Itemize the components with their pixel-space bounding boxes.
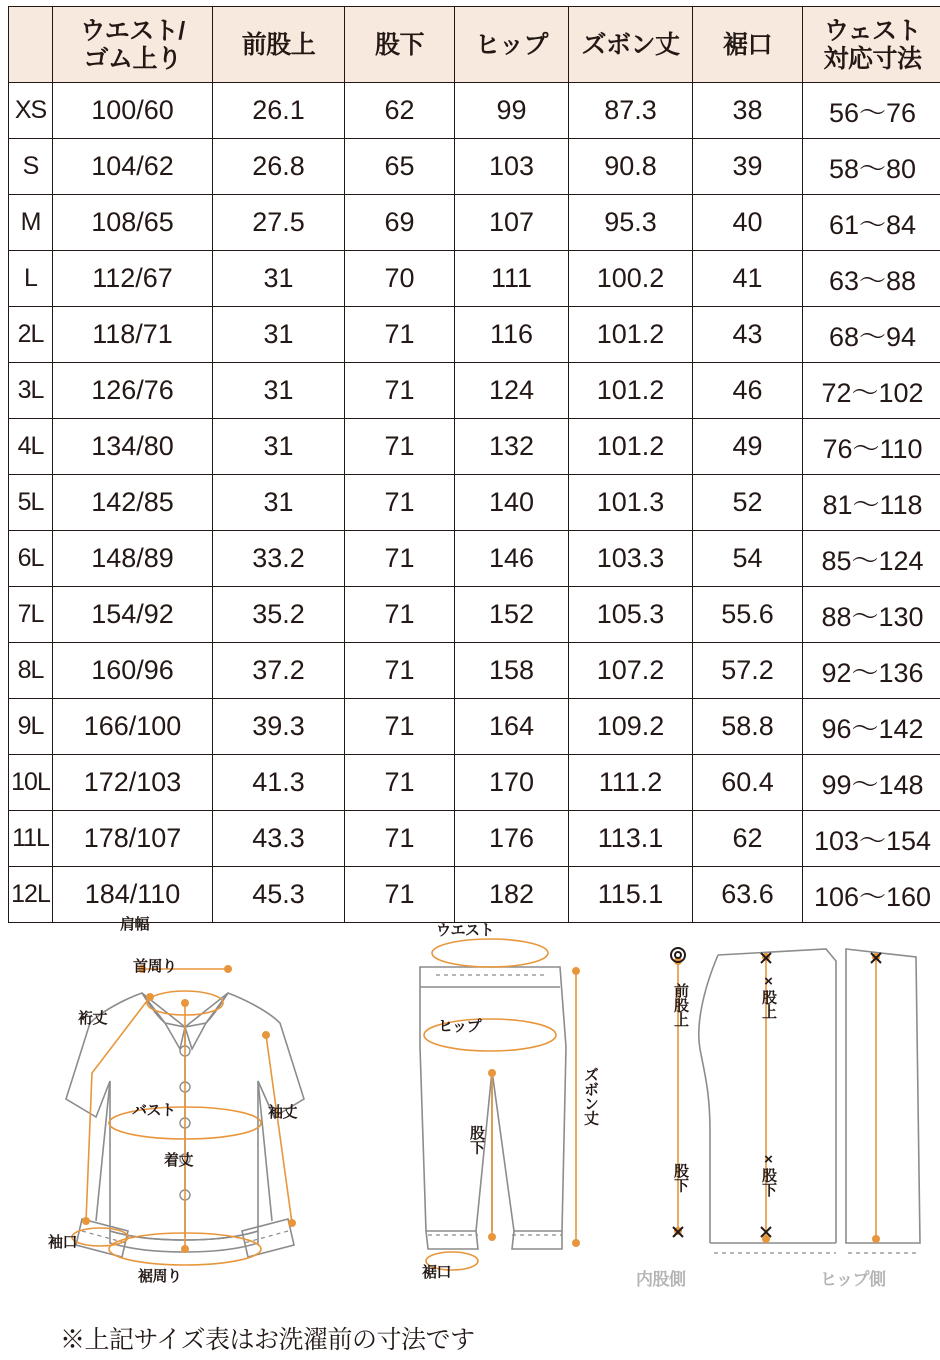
header-size-corner <box>9 7 53 83</box>
cell-hip: 107 <box>455 195 569 251</box>
cell-hem: 46 <box>693 363 803 419</box>
cell-waist-rubber: 112/67 <box>53 251 213 307</box>
cell-front-rise: 31 <box>213 419 345 475</box>
cell-pants-length: 101.2 <box>569 363 693 419</box>
cell-hem: 49 <box>693 419 803 475</box>
cell-hem: 43 <box>693 307 803 363</box>
label-bust: バスト <box>132 1102 176 1119</box>
cell-waist-rubber: 178/107 <box>53 811 213 867</box>
label-pants-inseam: 股下 <box>468 1125 485 1154</box>
cell-hip: 132 <box>455 419 569 475</box>
header-waist-rubber-line2: ゴム上り <box>83 44 182 73</box>
cell-waist-range: 99〜148 <box>803 755 940 811</box>
label-neck: 首周り <box>133 958 177 975</box>
cell-front-rise: 31 <box>213 363 345 419</box>
cell-front-rise: 33.2 <box>213 531 345 587</box>
cell-size: 2L <box>9 307 53 363</box>
figure-jacket <box>30 916 370 1336</box>
label-hip-side: ヒップ側 <box>820 1270 886 1289</box>
cell-hip: 111 <box>455 251 569 307</box>
size-table <box>8 6 940 923</box>
cell-pants-length: 105.3 <box>569 587 693 643</box>
cell-pants-length: 107.2 <box>569 643 693 699</box>
cell-front-rise: 31 <box>213 475 345 531</box>
table-row <box>9 475 940 531</box>
header-hip: ヒップ <box>455 7 569 83</box>
label-shoulder-width: 肩幅 <box>120 916 150 933</box>
washing-note: ※上記サイズ表はお洗濯前の寸法です <box>60 1326 475 1354</box>
cell-size: 7L <box>9 587 53 643</box>
cell-front-rise: 43.3 <box>213 811 345 867</box>
cell-waist-rubber: 166/100 <box>53 699 213 755</box>
cell-inseam: 71 <box>345 867 455 923</box>
cell-pants-length: 113.1 <box>569 811 693 867</box>
cell-waist-range: 103〜154 <box>803 811 940 867</box>
label-body-length: 着丈 <box>164 1152 194 1169</box>
cell-pants-length: 95.3 <box>569 195 693 251</box>
cell-hem: 38 <box>693 83 803 139</box>
cell-front-rise: 39.3 <box>213 699 345 755</box>
cell-hem: 55.6 <box>693 587 803 643</box>
cell-waist-range: 76〜110 <box>803 419 940 475</box>
table-row <box>9 419 940 475</box>
cell-waist-range: 96〜142 <box>803 699 940 755</box>
cell-front-rise: 27.5 <box>213 195 345 251</box>
cell-inseam: 71 <box>345 587 455 643</box>
cell-inseam: 71 <box>345 475 455 531</box>
cell-hem: 58.8 <box>693 699 803 755</box>
cell-hip: 176 <box>455 811 569 867</box>
cell-front-rise: 35.2 <box>213 587 345 643</box>
figure-pants <box>380 922 620 1336</box>
cell-size: 11L <box>9 811 53 867</box>
cell-hip: 116 <box>455 307 569 363</box>
cell-front-rise: 37.2 <box>213 643 345 699</box>
label-yuki: 裄丈 <box>78 1010 108 1027</box>
cell-waist-range: 58〜80 <box>803 139 940 195</box>
cell-waist-range: 92〜136 <box>803 643 940 699</box>
cell-pants-length: 111.2 <box>569 755 693 811</box>
cell-front-rise: 31 <box>213 251 345 307</box>
cell-waist-rubber: 126/76 <box>53 363 213 419</box>
cell-size: 4L <box>9 419 53 475</box>
cell-inseam: 71 <box>345 811 455 867</box>
cell-hip: 103 <box>455 139 569 195</box>
cell-pants-length: 100.2 <box>569 251 693 307</box>
cell-hip: 152 <box>455 587 569 643</box>
cell-waist-rubber: 172/103 <box>53 755 213 811</box>
cell-waist-rubber: 142/85 <box>53 475 213 531</box>
table-row <box>9 755 940 811</box>
table-row <box>9 307 940 363</box>
header-waist-rubber-line1: ウエスト/ <box>80 16 185 45</box>
cell-inseam: 71 <box>345 699 455 755</box>
label-pants-length: ズボン丈 <box>582 1067 599 1125</box>
cell-waist-rubber: 160/96 <box>53 643 213 699</box>
cell-front-rise: 41.3 <box>213 755 345 811</box>
size-table-body <box>9 83 940 923</box>
label-cuff: 袖口 <box>48 1234 78 1251</box>
table-row <box>9 195 940 251</box>
measurement-figures <box>0 916 940 1331</box>
cell-pants-length: 101.3 <box>569 475 693 531</box>
cell-inseam: 71 <box>345 307 455 363</box>
cell-size: M <box>9 195 53 251</box>
cell-hip: 164 <box>455 699 569 755</box>
cell-size: 10L <box>9 755 53 811</box>
label-hem-round: 裾周り <box>138 1268 182 1285</box>
cell-size: XS <box>9 83 53 139</box>
cell-size: 5L <box>9 475 53 531</box>
cell-size: 3L <box>9 363 53 419</box>
table-row <box>9 699 940 755</box>
cell-hip: 182 <box>455 867 569 923</box>
label-sleeve-length: 袖丈 <box>268 1104 298 1121</box>
cell-waist-range: 106〜160 <box>803 867 940 923</box>
cell-hem: 60.4 <box>693 755 803 811</box>
cell-pants-length: 103.3 <box>569 531 693 587</box>
cell-inseam: 62 <box>345 83 455 139</box>
table-row <box>9 531 940 587</box>
label-pattern-rise-x: ×股上 <box>760 973 777 1019</box>
cell-waist-rubber: 154/92 <box>53 587 213 643</box>
cell-waist-rubber: 108/65 <box>53 195 213 251</box>
label-pants-waist: ウエスト <box>436 922 495 939</box>
cell-hip: 170 <box>455 755 569 811</box>
header-pants-length: ズボン丈 <box>569 7 693 83</box>
cell-inseam: 70 <box>345 251 455 307</box>
cell-waist-rubber: 184/110 <box>53 867 213 923</box>
cell-size: 12L <box>9 867 53 923</box>
cell-waist-rubber: 148/89 <box>53 531 213 587</box>
cell-waist-range: 85〜124 <box>803 531 940 587</box>
cell-inseam: 69 <box>345 195 455 251</box>
cell-front-rise: 45.3 <box>213 867 345 923</box>
cell-hem: 39 <box>693 139 803 195</box>
cell-hip: 99 <box>455 83 569 139</box>
cell-hem: 41 <box>693 251 803 307</box>
cell-waist-range: 72〜102 <box>803 363 940 419</box>
cell-waist-rubber: 118/71 <box>53 307 213 363</box>
cell-hem: 40 <box>693 195 803 251</box>
table-row <box>9 643 940 699</box>
cell-pants-length: 90.8 <box>569 139 693 195</box>
figure-pattern <box>630 931 930 1336</box>
cell-pants-length: 101.2 <box>569 307 693 363</box>
cell-hip: 158 <box>455 643 569 699</box>
table-row <box>9 139 940 195</box>
cell-pants-length: 115.1 <box>569 867 693 923</box>
table-row <box>9 811 940 867</box>
cell-hem: 57.2 <box>693 643 803 699</box>
cell-front-rise: 26.8 <box>213 139 345 195</box>
cell-waist-range: 81〜118 <box>803 475 940 531</box>
header-waist-rubber <box>53 7 213 83</box>
label-pants-hem: 裾口 <box>422 1264 452 1281</box>
size-table-head <box>9 7 940 83</box>
cell-inseam: 71 <box>345 755 455 811</box>
cell-front-rise: 31 <box>213 307 345 363</box>
cell-size: L <box>9 251 53 307</box>
cell-hem: 54 <box>693 531 803 587</box>
label-pants-hip: ヒップ <box>438 1018 482 1035</box>
jacket-illustration <box>30 931 370 1331</box>
cell-waist-range: 68〜94 <box>803 307 940 363</box>
cell-hem: 63.6 <box>693 867 803 923</box>
cell-size: 6L <box>9 531 53 587</box>
cell-hip: 124 <box>455 363 569 419</box>
cell-hip: 140 <box>455 475 569 531</box>
cell-hem: 62 <box>693 811 803 867</box>
cell-inseam: 71 <box>345 643 455 699</box>
cell-waist-range: 88〜130 <box>803 587 940 643</box>
cell-pants-length: 87.3 <box>569 83 693 139</box>
header-inseam: 股下 <box>345 7 455 83</box>
cell-hip: 146 <box>455 531 569 587</box>
table-row <box>9 251 940 307</box>
cell-pants-length: 101.2 <box>569 419 693 475</box>
cell-inseam: 65 <box>345 139 455 195</box>
table-row <box>9 587 940 643</box>
label-inner-side: 内股側 <box>636 1270 686 1289</box>
header-front-rise: 前股上 <box>213 7 345 83</box>
table-row <box>9 83 940 139</box>
cell-front-rise: 26.1 <box>213 83 345 139</box>
cell-waist-range: 63〜88 <box>803 251 940 307</box>
label-pattern-front-rise: 前股上 <box>672 983 689 1027</box>
cell-waist-rubber: 104/62 <box>53 139 213 195</box>
cell-size: 9L <box>9 699 53 755</box>
table-row <box>9 363 940 419</box>
cell-waist-range: 56〜76 <box>803 83 940 139</box>
pants-illustration <box>380 931 620 1331</box>
cell-waist-rubber: 134/80 <box>53 419 213 475</box>
label-pattern-inseam-x: ×股下 <box>760 1151 777 1197</box>
cell-inseam: 71 <box>345 419 455 475</box>
header-waist-range <box>803 7 940 83</box>
cell-inseam: 71 <box>345 531 455 587</box>
cell-pants-length: 109.2 <box>569 699 693 755</box>
table-header-row <box>9 7 940 83</box>
cell-hem: 52 <box>693 475 803 531</box>
cell-inseam: 71 <box>345 363 455 419</box>
cell-waist-rubber: 100/60 <box>53 83 213 139</box>
header-waist-range-line1: ウェスト <box>823 16 921 45</box>
cell-size: 8L <box>9 643 53 699</box>
cell-waist-range: 61〜84 <box>803 195 940 251</box>
header-waist-range-line2: 対応寸法 <box>823 44 922 73</box>
cell-size: S <box>9 139 53 195</box>
header-hem: 裾口 <box>693 7 803 83</box>
label-pattern-inseam-left: 股下 <box>672 1163 689 1192</box>
